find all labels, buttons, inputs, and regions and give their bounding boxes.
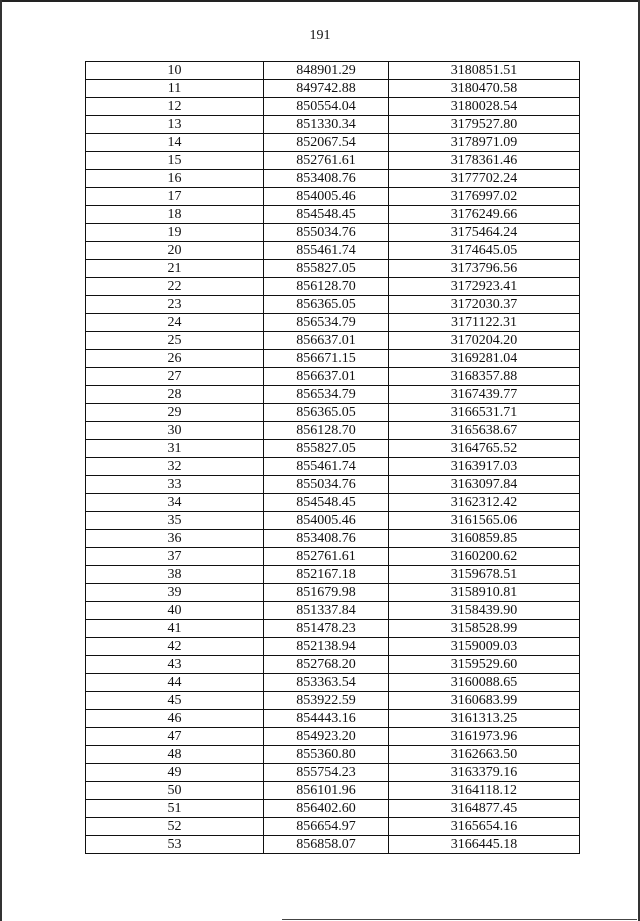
table-row <box>86 458 580 476</box>
x-coordinate-cell: 856534.79 <box>264 386 389 404</box>
point-number-cell: 15 <box>86 152 264 170</box>
x-coordinate-cell: 852761.61 <box>264 548 389 566</box>
point-number-cell: 41 <box>86 620 264 638</box>
x-coordinate-cell: 856365.05 <box>264 296 389 314</box>
table-row <box>86 206 580 224</box>
table-row <box>86 260 580 278</box>
point-number-cell: 51 <box>86 800 264 818</box>
table-row <box>86 314 580 332</box>
point-number-cell: 44 <box>86 674 264 692</box>
x-coordinate-cell: 855360.80 <box>264 746 389 764</box>
table-row <box>86 512 580 530</box>
table-row <box>86 332 580 350</box>
point-number-cell: 17 <box>86 188 264 206</box>
y-coordinate-cell: 3164118.12 <box>389 782 580 800</box>
table-row <box>86 548 580 566</box>
table-row <box>86 98 580 116</box>
x-coordinate-cell: 851337.84 <box>264 602 389 620</box>
y-coordinate-cell: 3164765.52 <box>389 440 580 458</box>
point-number-cell: 50 <box>86 782 264 800</box>
x-coordinate-cell: 855754.23 <box>264 764 389 782</box>
x-coordinate-cell: 854548.45 <box>264 494 389 512</box>
table-row <box>86 638 580 656</box>
table-row <box>86 836 580 854</box>
table-row <box>86 422 580 440</box>
y-coordinate-cell: 3159529.60 <box>389 656 580 674</box>
table-row <box>86 782 580 800</box>
x-coordinate-cell: 854005.46 <box>264 188 389 206</box>
point-number-cell: 20 <box>86 242 264 260</box>
x-coordinate-cell: 856654.97 <box>264 818 389 836</box>
table-row <box>86 692 580 710</box>
x-coordinate-cell: 848901.29 <box>264 62 389 80</box>
y-coordinate-cell: 3158528.99 <box>389 620 580 638</box>
y-coordinate-cell: 3164877.45 <box>389 800 580 818</box>
page-border-left <box>0 0 2 921</box>
x-coordinate-cell: 854548.45 <box>264 206 389 224</box>
y-coordinate-cell: 3165638.67 <box>389 422 580 440</box>
x-coordinate-cell: 856637.01 <box>264 332 389 350</box>
y-coordinate-cell: 3158910.81 <box>389 584 580 602</box>
table-row <box>86 530 580 548</box>
x-coordinate-cell: 856101.96 <box>264 782 389 800</box>
table-row <box>86 764 580 782</box>
x-coordinate-cell: 856534.79 <box>264 314 389 332</box>
y-coordinate-cell: 3180851.51 <box>389 62 580 80</box>
table-row <box>86 278 580 296</box>
y-coordinate-cell: 3180028.54 <box>389 98 580 116</box>
point-number-cell: 14 <box>86 134 264 152</box>
x-coordinate-cell: 853363.54 <box>264 674 389 692</box>
point-number-cell: 46 <box>86 710 264 728</box>
point-number-cell: 37 <box>86 548 264 566</box>
x-coordinate-cell: 849742.88 <box>264 80 389 98</box>
x-coordinate-cell: 856858.07 <box>264 836 389 854</box>
table-row <box>86 80 580 98</box>
x-coordinate-cell: 855034.76 <box>264 224 389 242</box>
point-number-cell: 11 <box>86 80 264 98</box>
x-coordinate-cell: 850554.04 <box>264 98 389 116</box>
y-coordinate-cell: 3168357.88 <box>389 368 580 386</box>
y-coordinate-cell: 3171122.31 <box>389 314 580 332</box>
point-number-cell: 16 <box>86 170 264 188</box>
table-row <box>86 350 580 368</box>
x-coordinate-cell: 855461.74 <box>264 242 389 260</box>
point-number-cell: 10 <box>86 62 264 80</box>
x-coordinate-cell: 856128.70 <box>264 422 389 440</box>
y-coordinate-cell: 3165654.16 <box>389 818 580 836</box>
x-coordinate-cell: 852768.20 <box>264 656 389 674</box>
y-coordinate-cell: 3178361.46 <box>389 152 580 170</box>
point-number-cell: 52 <box>86 818 264 836</box>
x-coordinate-cell: 852067.54 <box>264 134 389 152</box>
table-row <box>86 620 580 638</box>
table-row <box>86 584 580 602</box>
y-coordinate-cell: 3176249.66 <box>389 206 580 224</box>
x-coordinate-cell: 852138.94 <box>264 638 389 656</box>
point-number-cell: 43 <box>86 656 264 674</box>
point-number-cell: 48 <box>86 746 264 764</box>
x-coordinate-cell: 854443.16 <box>264 710 389 728</box>
y-coordinate-cell: 3170204.20 <box>389 332 580 350</box>
table-row <box>86 674 580 692</box>
y-coordinate-cell: 3160683.99 <box>389 692 580 710</box>
point-number-cell: 23 <box>86 296 264 314</box>
table-row <box>86 296 580 314</box>
y-coordinate-cell: 3179527.80 <box>389 116 580 134</box>
y-coordinate-cell: 3163917.03 <box>389 458 580 476</box>
point-number-cell: 30 <box>86 422 264 440</box>
point-number-cell: 42 <box>86 638 264 656</box>
point-number-cell: 32 <box>86 458 264 476</box>
y-coordinate-cell: 3160200.62 <box>389 548 580 566</box>
x-coordinate-cell: 855034.76 <box>264 476 389 494</box>
point-number-cell: 31 <box>86 440 264 458</box>
x-coordinate-cell: 853408.76 <box>264 170 389 188</box>
coordinates-table <box>85 61 580 854</box>
y-coordinate-cell: 3161313.25 <box>389 710 580 728</box>
point-number-cell: 40 <box>86 602 264 620</box>
point-number-cell: 18 <box>86 206 264 224</box>
point-number-cell: 34 <box>86 494 264 512</box>
x-coordinate-cell: 856402.60 <box>264 800 389 818</box>
table-row <box>86 134 580 152</box>
point-number-cell: 39 <box>86 584 264 602</box>
y-coordinate-cell: 3163097.84 <box>389 476 580 494</box>
table-row <box>86 116 580 134</box>
x-coordinate-cell: 856365.05 <box>264 404 389 422</box>
y-coordinate-cell: 3160088.65 <box>389 674 580 692</box>
y-coordinate-cell: 3173796.56 <box>389 260 580 278</box>
table-row <box>86 386 580 404</box>
table-row <box>86 566 580 584</box>
point-number-cell: 53 <box>86 836 264 854</box>
y-coordinate-cell: 3180470.58 <box>389 80 580 98</box>
table-row <box>86 188 580 206</box>
y-coordinate-cell: 3177702.24 <box>389 170 580 188</box>
y-coordinate-cell: 3167439.77 <box>389 386 580 404</box>
y-coordinate-cell: 3158439.90 <box>389 602 580 620</box>
x-coordinate-cell: 854005.46 <box>264 512 389 530</box>
coordinates-table-body <box>86 62 580 854</box>
table-row <box>86 656 580 674</box>
point-number-cell: 35 <box>86 512 264 530</box>
y-coordinate-cell: 3159678.51 <box>389 566 580 584</box>
point-number-cell: 25 <box>86 332 264 350</box>
y-coordinate-cell: 3172030.37 <box>389 296 580 314</box>
point-number-cell: 45 <box>86 692 264 710</box>
point-number-cell: 22 <box>86 278 264 296</box>
y-coordinate-cell: 3166531.71 <box>389 404 580 422</box>
table-row <box>86 602 580 620</box>
y-coordinate-cell: 3161565.06 <box>389 512 580 530</box>
table-row <box>86 476 580 494</box>
table-row <box>86 152 580 170</box>
table-row <box>86 728 580 746</box>
x-coordinate-cell: 855827.05 <box>264 260 389 278</box>
y-coordinate-cell: 3162312.42 <box>389 494 580 512</box>
point-number-cell: 26 <box>86 350 264 368</box>
table-row <box>86 242 580 260</box>
table-row <box>86 746 580 764</box>
table-row <box>86 494 580 512</box>
x-coordinate-cell: 851330.34 <box>264 116 389 134</box>
table-row <box>86 170 580 188</box>
y-coordinate-cell: 3161973.96 <box>389 728 580 746</box>
x-coordinate-cell: 852167.18 <box>264 566 389 584</box>
x-coordinate-cell: 856671.15 <box>264 350 389 368</box>
point-number-cell: 13 <box>86 116 264 134</box>
y-coordinate-cell: 3172923.41 <box>389 278 580 296</box>
table-row <box>86 800 580 818</box>
point-number-cell: 28 <box>86 386 264 404</box>
y-coordinate-cell: 3159009.03 <box>389 638 580 656</box>
point-number-cell: 47 <box>86 728 264 746</box>
point-number-cell: 36 <box>86 530 264 548</box>
y-coordinate-cell: 3169281.04 <box>389 350 580 368</box>
table-row <box>86 710 580 728</box>
x-coordinate-cell: 856128.70 <box>264 278 389 296</box>
point-number-cell: 33 <box>86 476 264 494</box>
page-border-bottom <box>282 919 637 920</box>
y-coordinate-cell: 3160859.85 <box>389 530 580 548</box>
x-coordinate-cell: 853922.59 <box>264 692 389 710</box>
x-coordinate-cell: 856637.01 <box>264 368 389 386</box>
x-coordinate-cell: 851478.23 <box>264 620 389 638</box>
x-coordinate-cell: 851679.98 <box>264 584 389 602</box>
table-row <box>86 224 580 242</box>
x-coordinate-cell: 854923.20 <box>264 728 389 746</box>
point-number-cell: 49 <box>86 764 264 782</box>
table-row <box>86 62 580 80</box>
page-border-top <box>0 0 640 2</box>
y-coordinate-cell: 3163379.16 <box>389 764 580 782</box>
x-coordinate-cell: 853408.76 <box>264 530 389 548</box>
x-coordinate-cell: 855461.74 <box>264 458 389 476</box>
table-row <box>86 440 580 458</box>
x-coordinate-cell: 852761.61 <box>264 152 389 170</box>
x-coordinate-cell: 855827.05 <box>264 440 389 458</box>
y-coordinate-cell: 3178971.09 <box>389 134 580 152</box>
point-number-cell: 24 <box>86 314 264 332</box>
point-number-cell: 21 <box>86 260 264 278</box>
point-number-cell: 19 <box>86 224 264 242</box>
table-row <box>86 818 580 836</box>
point-number-cell: 38 <box>86 566 264 584</box>
point-number-cell: 12 <box>86 98 264 116</box>
y-coordinate-cell: 3174645.05 <box>389 242 580 260</box>
page-number: 191 <box>309 28 331 43</box>
point-number-cell: 29 <box>86 404 264 422</box>
point-number-cell: 27 <box>86 368 264 386</box>
table-row <box>86 404 580 422</box>
y-coordinate-cell: 3166445.18 <box>389 836 580 854</box>
y-coordinate-cell: 3175464.24 <box>389 224 580 242</box>
table-row <box>86 368 580 386</box>
y-coordinate-cell: 3176997.02 <box>389 188 580 206</box>
y-coordinate-cell: 3162663.50 <box>389 746 580 764</box>
